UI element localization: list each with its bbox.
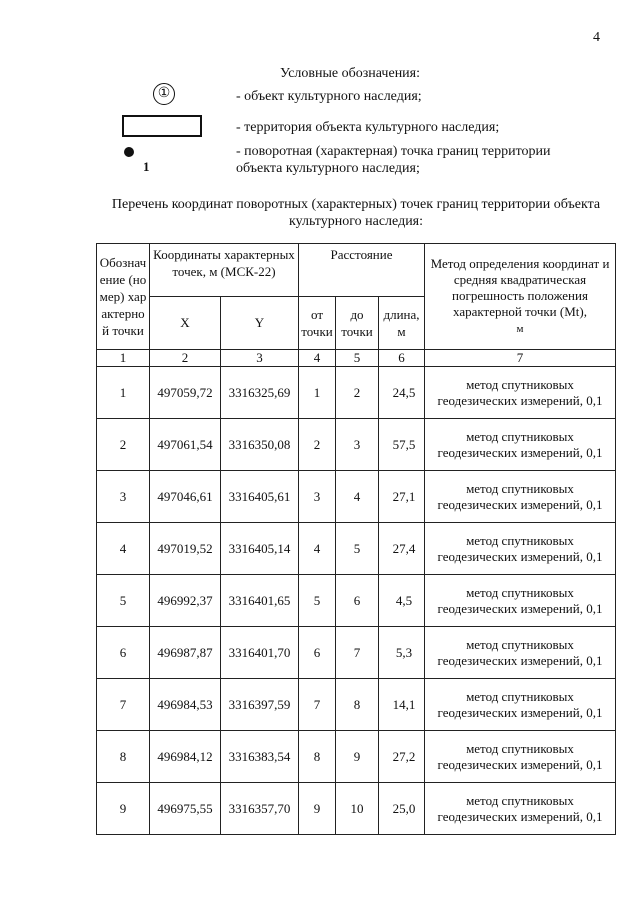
distance-to: 5	[336, 523, 379, 575]
distance-to: 3	[336, 419, 379, 471]
header-point-designation: Обозначение (номер) характерной точки	[97, 244, 150, 350]
coordinate-y: 3316325,69	[221, 367, 299, 419]
table-row	[97, 783, 616, 835]
coordinate-y: 3316350,08	[221, 419, 299, 471]
method-cell: метод спутниковых геодезических измерений, 0,1	[425, 523, 616, 575]
distance-to: 9	[336, 731, 379, 783]
coordinate-y: 3316397,59	[221, 679, 299, 731]
distance-to: 4	[336, 471, 379, 523]
coordinate-x: 497061,54	[150, 419, 221, 471]
distance-length: 4,5	[379, 575, 425, 627]
turning-point-dot-label: 1	[143, 159, 150, 174]
header-method-unit: м	[516, 323, 524, 335]
header-from: от точки	[299, 297, 336, 350]
table-row	[97, 627, 616, 679]
table-row	[97, 419, 616, 471]
distance-from: 5	[299, 575, 336, 627]
distance-from: 7	[299, 679, 336, 731]
coordinate-x: 497046,61	[150, 471, 221, 523]
column-index: 4	[299, 350, 336, 367]
distance-length: 25,0	[379, 783, 425, 835]
column-index-row	[97, 350, 616, 367]
header-length: длина, м	[379, 297, 425, 350]
coordinate-x: 496992,37	[150, 575, 221, 627]
coordinate-x: 496975,55	[150, 783, 221, 835]
column-index: 1	[97, 350, 150, 367]
point-number: 9	[97, 783, 150, 835]
distance-from: 6	[299, 627, 336, 679]
coordinate-y: 3316357,70	[221, 783, 299, 835]
coordinates-list-title: Перечень координат поворотных (характерных) точек границ территории объекта культурного наследия:	[111, 197, 601, 229]
page-number: 4	[593, 30, 600, 45]
coordinate-y: 3316405,61	[221, 471, 299, 523]
distance-to: 8	[336, 679, 379, 731]
distance-length: 27,1	[379, 471, 425, 523]
coordinate-x: 497019,52	[150, 523, 221, 575]
distance-from: 9	[299, 783, 336, 835]
distance-to: 2	[336, 367, 379, 419]
column-index: 5	[336, 350, 379, 367]
legend-item-heritage-territory: - территория объекта культурного наследия;	[236, 120, 500, 135]
coordinate-y: 3316383,54	[221, 731, 299, 783]
distance-to: 10	[336, 783, 379, 835]
distance-to: 6	[336, 575, 379, 627]
point-number: 2	[97, 419, 150, 471]
distance-to: 7	[336, 627, 379, 679]
coordinate-x: 497059,72	[150, 367, 221, 419]
coordinate-y: 3316401,65	[221, 575, 299, 627]
distance-length: 57,5	[379, 419, 425, 471]
distance-length: 27,4	[379, 523, 425, 575]
column-index: 7	[425, 350, 616, 367]
point-number: 1	[97, 367, 150, 419]
distance-length: 5,3	[379, 627, 425, 679]
coordinates-table	[96, 243, 616, 835]
table-row	[97, 679, 616, 731]
legend-title: Условные обозначения:	[279, 66, 421, 81]
table-row	[97, 575, 616, 627]
coordinate-y: 3316405,14	[221, 523, 299, 575]
legend-item-heritage-object: - объект культурного наследия;	[236, 89, 422, 104]
header-y: Y	[221, 297, 299, 350]
distance-length: 14,1	[379, 679, 425, 731]
distance-length: 27,2	[379, 731, 425, 783]
header-coordinates-group: Координаты характерных точек, м (МСК-22)	[150, 244, 299, 297]
distance-length: 24,5	[379, 367, 425, 419]
point-number: 6	[97, 627, 150, 679]
header-method	[425, 244, 616, 350]
method-cell: метод спутниковых геодезических измерений, 0,1	[425, 679, 616, 731]
method-cell: метод спутниковых геодезических измерений, 0,1	[425, 627, 616, 679]
table-row	[97, 367, 616, 419]
point-number: 7	[97, 679, 150, 731]
method-cell: метод спутниковых геодезических измерений, 0,1	[425, 419, 616, 471]
method-cell: метод спутниковых геодезических измерений, 0,1	[425, 575, 616, 627]
legend-item-turning-point: - поворотная (характерная) точка границ территории объекта культурного наследия;	[236, 144, 551, 176]
column-index: 6	[379, 350, 425, 367]
coordinate-y: 3316401,70	[221, 627, 299, 679]
table-row	[97, 471, 616, 523]
header-method-main: Метод определения координат и средняя квадратическая погрешность положения характерной точки (Mt),	[430, 256, 610, 319]
turning-point-dot-icon	[124, 147, 134, 157]
column-index: 2	[150, 350, 221, 367]
point-number: 8	[97, 731, 150, 783]
method-cell: метод спутниковых геодезических измерений, 0,1	[425, 731, 616, 783]
header-x: X	[150, 297, 221, 350]
table-row	[97, 523, 616, 575]
method-cell: метод спутниковых геодезических измерений, 0,1	[425, 367, 616, 419]
column-index: 3	[221, 350, 299, 367]
distance-from: 1	[299, 367, 336, 419]
distance-from: 4	[299, 523, 336, 575]
heritage-object-circle-icon: ①	[153, 83, 175, 105]
method-cell: метод спутниковых геодезических измерений, 0,1	[425, 783, 616, 835]
coordinate-x: 496987,87	[150, 627, 221, 679]
coordinate-x: 496984,12	[150, 731, 221, 783]
heritage-territory-rectangle-icon	[122, 115, 202, 137]
point-number: 4	[97, 523, 150, 575]
point-number: 5	[97, 575, 150, 627]
coordinate-x: 496984,53	[150, 679, 221, 731]
point-number: 3	[97, 471, 150, 523]
distance-from: 3	[299, 471, 336, 523]
header-to: до точки	[336, 297, 379, 350]
header-distance-group: Расстояние	[299, 244, 425, 297]
distance-from: 2	[299, 419, 336, 471]
table-row	[97, 731, 616, 783]
distance-from: 8	[299, 731, 336, 783]
method-cell: метод спутниковых геодезических измерений, 0,1	[425, 471, 616, 523]
